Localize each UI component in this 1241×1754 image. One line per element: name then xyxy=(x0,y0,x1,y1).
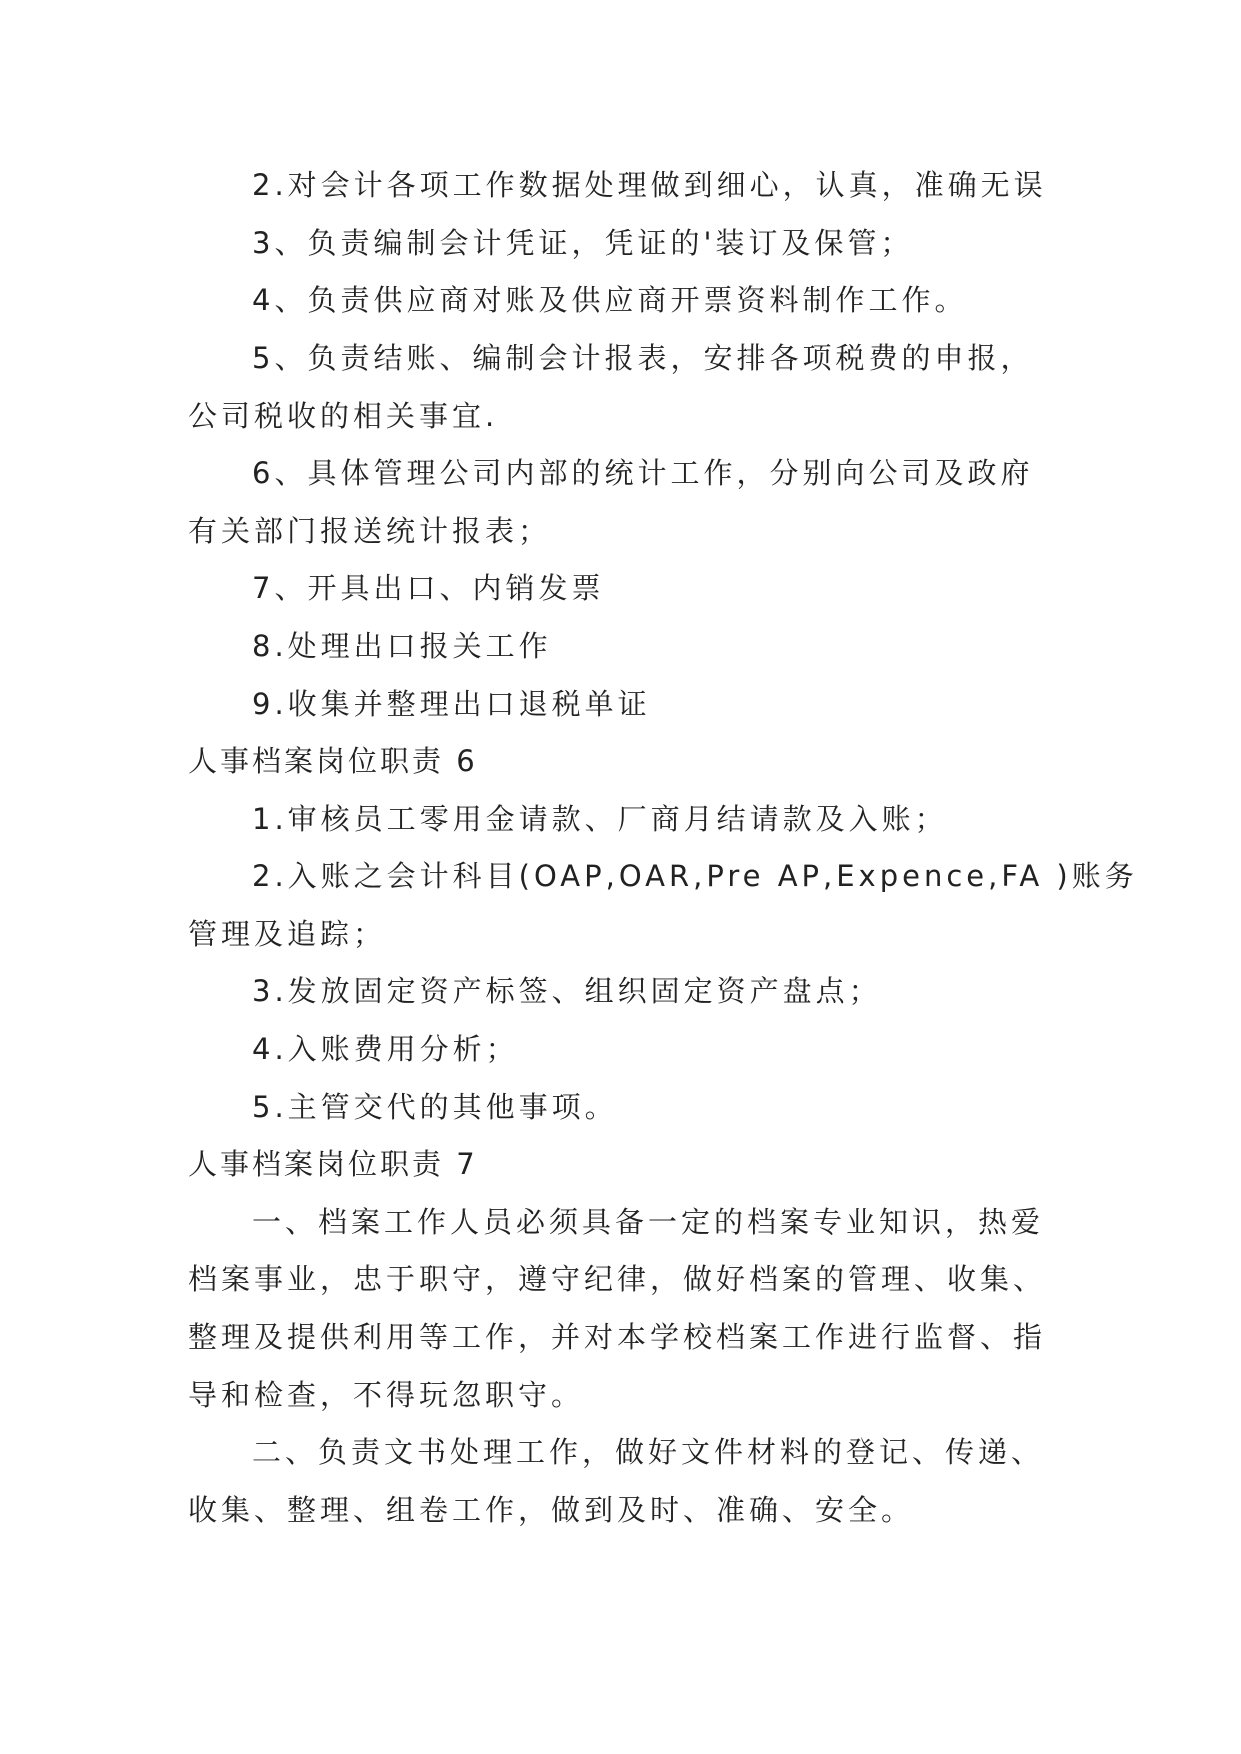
paragraph-line: 公司税收的相关事宜. xyxy=(188,399,499,433)
paragraph-line: 5.主管交代的其他事项。 xyxy=(252,1090,618,1124)
paragraph-line: 有关部门报送统计报表； xyxy=(188,514,552,548)
paragraph-line: 6、具体管理公司内部的统计工作，分别向公司及政府 xyxy=(252,456,1034,490)
paragraph-line: 2.入账之会计科目(OAP,OAR,Pre AP,Expence,FA )账务 xyxy=(252,859,1138,893)
section-heading: 人事档案岗位职责 7 xyxy=(188,1147,478,1181)
paragraph-line: 收集、整理、组卷工作，做到及时、准确、安全。 xyxy=(188,1493,915,1527)
paragraph-line: 3、负责编制会计凭证，凭证的'装订及保管； xyxy=(252,226,914,260)
paragraph-line: 一、档案工作人员必须具备一定的档案专业知识，热爱 xyxy=(252,1205,1045,1239)
paragraph-line: 4、负责供应商对账及供应商开票资料制作工作。 xyxy=(252,283,968,317)
paragraph-line: 5、负责结账、编制会计报表，安排各项税费的申报， xyxy=(252,341,1034,375)
paragraph-line: 导和检查，不得玩忽职守。 xyxy=(188,1378,585,1412)
paragraph-line: 2.对会计各项工作数据处理做到细心，认真，准确无误 xyxy=(252,168,1047,202)
paragraph-line: 3.发放固定资产标签、组织固定资产盘点； xyxy=(252,974,882,1008)
paragraph-line: 9.收集并整理出口退税单证 xyxy=(252,687,651,721)
paragraph-line: 二、负责文书处理工作，做好文件材料的登记、传递、 xyxy=(252,1435,1045,1469)
paragraph-line: 8.处理出口报关工作 xyxy=(252,629,552,663)
paragraph-line: 4.入账费用分析； xyxy=(252,1032,519,1066)
paragraph-line: 管理及追踪； xyxy=(188,917,387,951)
paragraph-line: 1.审核员工零用金请款、厂商月结请款及入账； xyxy=(252,802,948,836)
paragraph-line: 档案事业，忠于职守，遵守纪律，做好档案的管理、收集、 xyxy=(188,1262,1047,1296)
paragraph-line: 7、开具出口、内销发票 xyxy=(252,571,605,605)
section-heading: 人事档案岗位职责 6 xyxy=(188,744,478,778)
paragraph-line: 整理及提供利用等工作，并对本学校档案工作进行监督、指 xyxy=(188,1320,1047,1354)
